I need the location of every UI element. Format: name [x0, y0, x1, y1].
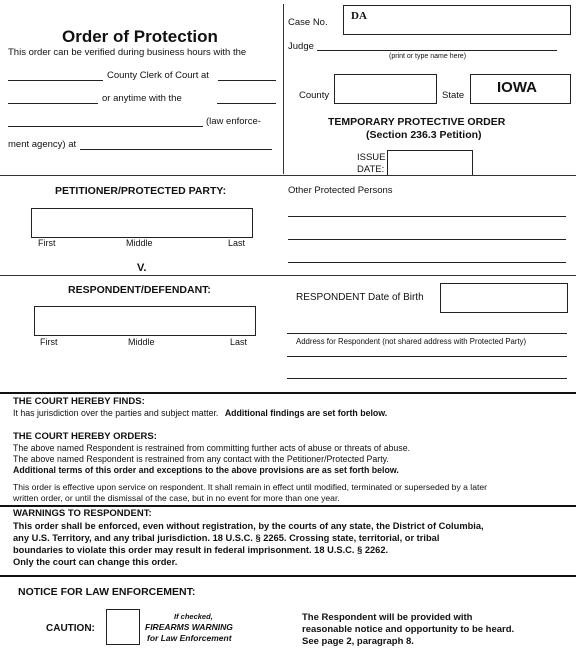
findings-text-b: Additional findings are set forth below. [224, 408, 388, 418]
address-line-1[interactable] [287, 333, 567, 334]
law-enforcement-label: (law enforce- [206, 116, 261, 127]
issue-label: ISSUE [357, 152, 386, 163]
warnings-line-3: boundaries to violate this order may result in federal imprisonment. 18 U.S.C. § 2262. [13, 545, 389, 555]
for-law-enforcement-label: for Law Enforcement [147, 633, 232, 643]
findings-text-a: It has jurisdiction over the parties and subject matter. [13, 408, 219, 418]
warnings-heading: WARNINGS TO RESPONDENT: [13, 508, 152, 519]
respondent-last-label: Last [230, 337, 248, 347]
page-title: Order of Protection [62, 27, 218, 46]
warnings-line-4: Only the court can change this order. [13, 557, 178, 567]
law-enforcement-field[interactable] [8, 126, 203, 127]
judge-hint: (print or type name here) [389, 53, 467, 60]
case-no-label: Case No. [288, 17, 328, 28]
findings-heading: THE COURT HEREBY FINDS: [13, 396, 145, 407]
divider-warnings [0, 505, 576, 507]
other-protected-line-1[interactable] [288, 216, 566, 217]
versus-label: V. [137, 262, 147, 274]
judge-field[interactable] [317, 50, 557, 51]
petitioner-last-label: Last [228, 238, 246, 248]
notice-line-2: reasonable notice and opportunity to be heard. [302, 624, 515, 635]
orders-line-1: The above named Respondent is restrained from committing further acts of abuse or threats of abuse. [13, 443, 411, 453]
caution-label: CAUTION: [46, 623, 95, 634]
notice-line-3: See page 2, paragraph 8. [302, 636, 414, 647]
address-line-3[interactable] [287, 378, 567, 379]
vertical-divider [283, 4, 284, 174]
divider-notice [0, 575, 576, 577]
divider-top [0, 175, 576, 176]
divider-findings [0, 392, 576, 394]
county-label: County [299, 90, 330, 101]
verify-text: This order can be verified during business hours with the [8, 47, 247, 58]
petitioner-middle-label: Middle [126, 238, 153, 248]
firearms-warning-label: FIREARMS WARNING [145, 622, 233, 632]
other-protected-line-3[interactable] [288, 262, 566, 263]
judge-label: Judge [288, 41, 314, 52]
state-value: IOWA [497, 79, 537, 96]
respondent-middle-label: Middle [128, 337, 155, 347]
divider-parties [0, 275, 576, 276]
dob-label: RESPONDENT Date of Birth [296, 292, 424, 303]
agency-phone-field[interactable] [80, 149, 272, 150]
dob-field[interactable] [440, 283, 568, 313]
respondent-name-field[interactable] [34, 306, 256, 336]
petitioner-heading: PETITIONER/PROTECTED PARTY: [55, 185, 227, 197]
other-protected-label: Other Protected Persons [288, 185, 393, 196]
state-label: State [442, 90, 465, 101]
respondent-heading: RESPONDENT/DEFENDANT: [68, 284, 211, 296]
firearms-checkbox[interactable] [106, 609, 140, 645]
anytime-agency-field[interactable] [217, 103, 276, 104]
orders-line-2: The above named Respondent is restrained from any contact with the Petitioner/Protected Party. [13, 454, 389, 464]
notice-heading: NOTICE FOR LAW ENFORCEMENT: [18, 586, 196, 598]
address-label: Address for Respondent (not shared address with Protected Party) [296, 337, 527, 346]
case-no-field[interactable] [343, 5, 571, 35]
agency-label: ment agency) at [8, 139, 77, 150]
effective-line-1: This order is effective upon service on respondent. It shall remain in effect until modified, terminated or superseded by a later [13, 482, 488, 492]
orders-line-3: Additional terms of this order and exceptions to the above provisions are as set forth below. [13, 465, 399, 475]
findings-text [13, 408, 387, 418]
if-checked-label: If checked, [174, 612, 213, 621]
clerk-name-field[interactable] [8, 80, 103, 81]
respondent-first-label: First [40, 337, 58, 347]
issue-date-field[interactable] [387, 150, 473, 176]
warnings-line-2: any U.S. Territory, and any tribal jurisdiction. 18 U.S.C. § 2265. Crossing state, territorial, or tribal [13, 533, 440, 543]
other-protected-line-2[interactable] [288, 239, 566, 240]
anytime-field[interactable] [8, 103, 98, 104]
notice-line-1: The Respondent will be provided with [302, 612, 473, 623]
effective-line-2: written order, or until the dismissal of the case, but in no event for more than one year. [13, 493, 340, 503]
petitioner-name-field[interactable] [31, 208, 253, 238]
warnings-line-1: This order shall be enforced, even without registration, by the courts of any state, the District of Columbia, [13, 521, 484, 531]
clerk-phone-field[interactable] [218, 80, 276, 81]
order-subtitle: (Section 236.3 Petition) [366, 129, 482, 141]
case-no-value: DA [351, 10, 367, 22]
anytime-label: or anytime with the [102, 93, 182, 104]
petitioner-first-label: First [38, 238, 56, 248]
county-field[interactable] [334, 74, 437, 104]
address-line-2[interactable] [287, 356, 567, 357]
date-label: DATE: [357, 164, 385, 175]
clerk-label: County Clerk of Court at [107, 70, 209, 81]
orders-heading: THE COURT HEREBY ORDERS: [13, 431, 157, 442]
state-field[interactable] [470, 74, 571, 104]
order-title: TEMPORARY PROTECTIVE ORDER [328, 116, 506, 128]
